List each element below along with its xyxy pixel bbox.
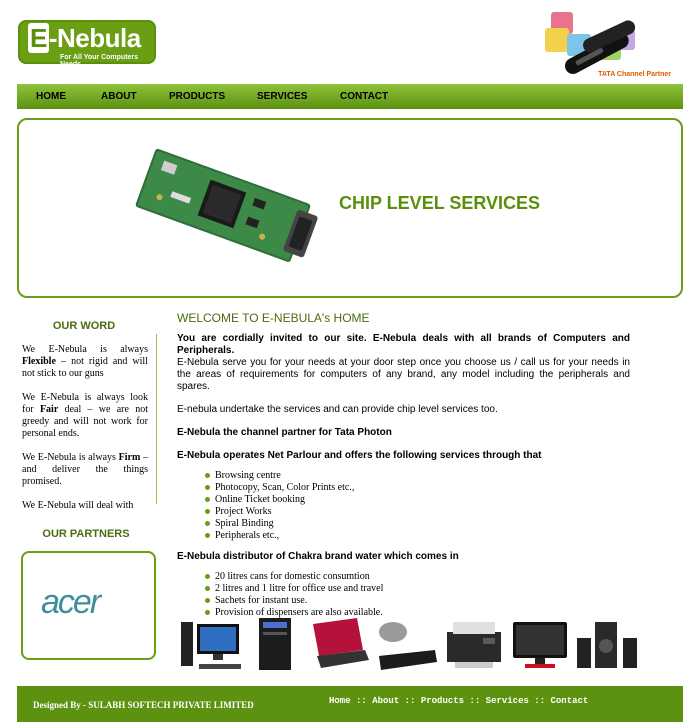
- usb-modem-image: [543, 10, 673, 80]
- nav-home[interactable]: HOME: [36, 91, 66, 102]
- list-item: Online Ticket booking: [205, 494, 630, 506]
- circuit-board-image: [129, 150, 319, 270]
- list-item: Photocopy, Scan, Color Prints etc.,: [205, 482, 630, 494]
- tata-partner-text: TATA Channel Partner: [598, 71, 671, 78]
- printer-image: [443, 616, 505, 672]
- footer-separator: ::: [534, 696, 551, 706]
- logo-tagline: For All Your Computers Needs: [60, 54, 139, 68]
- nav-about[interactable]: ABOUT: [101, 91, 137, 102]
- list-item: 2 litres and 1 litre for office use and travel: [205, 583, 630, 595]
- divider: [156, 334, 157, 504]
- footer-link-contact[interactable]: Contact: [550, 696, 589, 706]
- our-word-heading: OUR WORD: [52, 320, 116, 332]
- banner-title: CHIP LEVEL SERVICES: [339, 193, 541, 213]
- monitor-image: [511, 616, 569, 672]
- list-item: Sachets for instant use.: [205, 595, 630, 607]
- our-partners-heading: OUR PARTNERS: [42, 528, 130, 540]
- desktop-pc-image: [179, 616, 243, 672]
- main-content: [177, 312, 630, 628]
- our-word-deal: We E-Nebula will deal with: [22, 500, 134, 511]
- list-item: Peripherals etc.,: [205, 530, 630, 542]
- our-word-fair: We E-Nebula is always look for Fair deal – we are not greedy and will not work for personal ends.: [22, 392, 148, 439]
- chip-level-text: E-nebula undertake the services and can provide chip level services too.: [177, 404, 498, 415]
- product-strip: [177, 616, 647, 674]
- footer-separator: ::: [404, 696, 421, 706]
- welcome-heading: WELCOME TO E-NEBULA's HOME: [177, 311, 370, 325]
- laptop-image: [307, 616, 369, 672]
- list-item: Browsing centre: [205, 470, 630, 482]
- keyboard-mouse-image: [373, 616, 439, 672]
- footer-link-products[interactable]: Products: [420, 696, 465, 706]
- footer-link-about[interactable]: About: [372, 696, 400, 706]
- footer-separator: ::: [469, 696, 486, 706]
- nav-services[interactable]: SERVICES: [257, 91, 308, 102]
- acer-logo: acer: [41, 583, 100, 621]
- footer: [17, 686, 683, 722]
- net-parlour-text: E-Nebula operates Net Parlour and offers the following services through that: [177, 450, 542, 461]
- water-list: [205, 571, 630, 619]
- footer-separator: ::: [356, 696, 373, 706]
- services-list: [205, 470, 630, 542]
- banner: [17, 118, 683, 298]
- footer-link-services[interactable]: Services: [485, 696, 529, 706]
- main-nav: [17, 84, 683, 109]
- speakers-image: [573, 616, 643, 672]
- logo-brand: E-Nebula: [30, 23, 141, 53]
- water-distributor-text: E-Nebula distributor of Chakra brand water which comes in: [177, 551, 459, 562]
- list-item: Provision of dispensers are also available.: [205, 607, 630, 619]
- footer-link-home[interactable]: Home: [329, 696, 351, 706]
- tata-partner-badge: [543, 10, 673, 80]
- nav-contact[interactable]: CONTACT: [340, 91, 389, 102]
- site-logo[interactable]: [18, 20, 156, 68]
- our-word-text: [22, 344, 148, 511]
- partner-acer-box[interactable]: [21, 551, 156, 660]
- intro-paragraph: You are cordially invited to our site. E-Nebula deals with all brands of Computers and Peripherals. E-Nebula serve you for your needs at your door step once you choose us / call us for your needs in the areas of requirements for computers of any brand, any model including the peripherals and spares.: [177, 333, 630, 392]
- our-word-firm: We E-Nebula is always Firm – and deliver the things promised.: [22, 452, 148, 487]
- footer-links: [329, 696, 588, 706]
- photon-partner-text: E-Nebula the channel partner for Tata Photon: [177, 427, 392, 438]
- our-word-flexible: We E-Nebula is always Flexible – not rigid and will not stick to our guns: [22, 344, 148, 379]
- list-item: Project Works: [205, 506, 630, 518]
- nav-products[interactable]: PRODUCTS: [169, 91, 226, 102]
- designed-by-text: Designed By - SULABH SOFTECH PRIVATE LIMITED: [33, 700, 254, 710]
- list-item: 20 litres cans for domestic consumtion: [205, 571, 630, 583]
- list-item: Spiral Binding: [205, 518, 630, 530]
- tower-case-image: [251, 616, 299, 672]
